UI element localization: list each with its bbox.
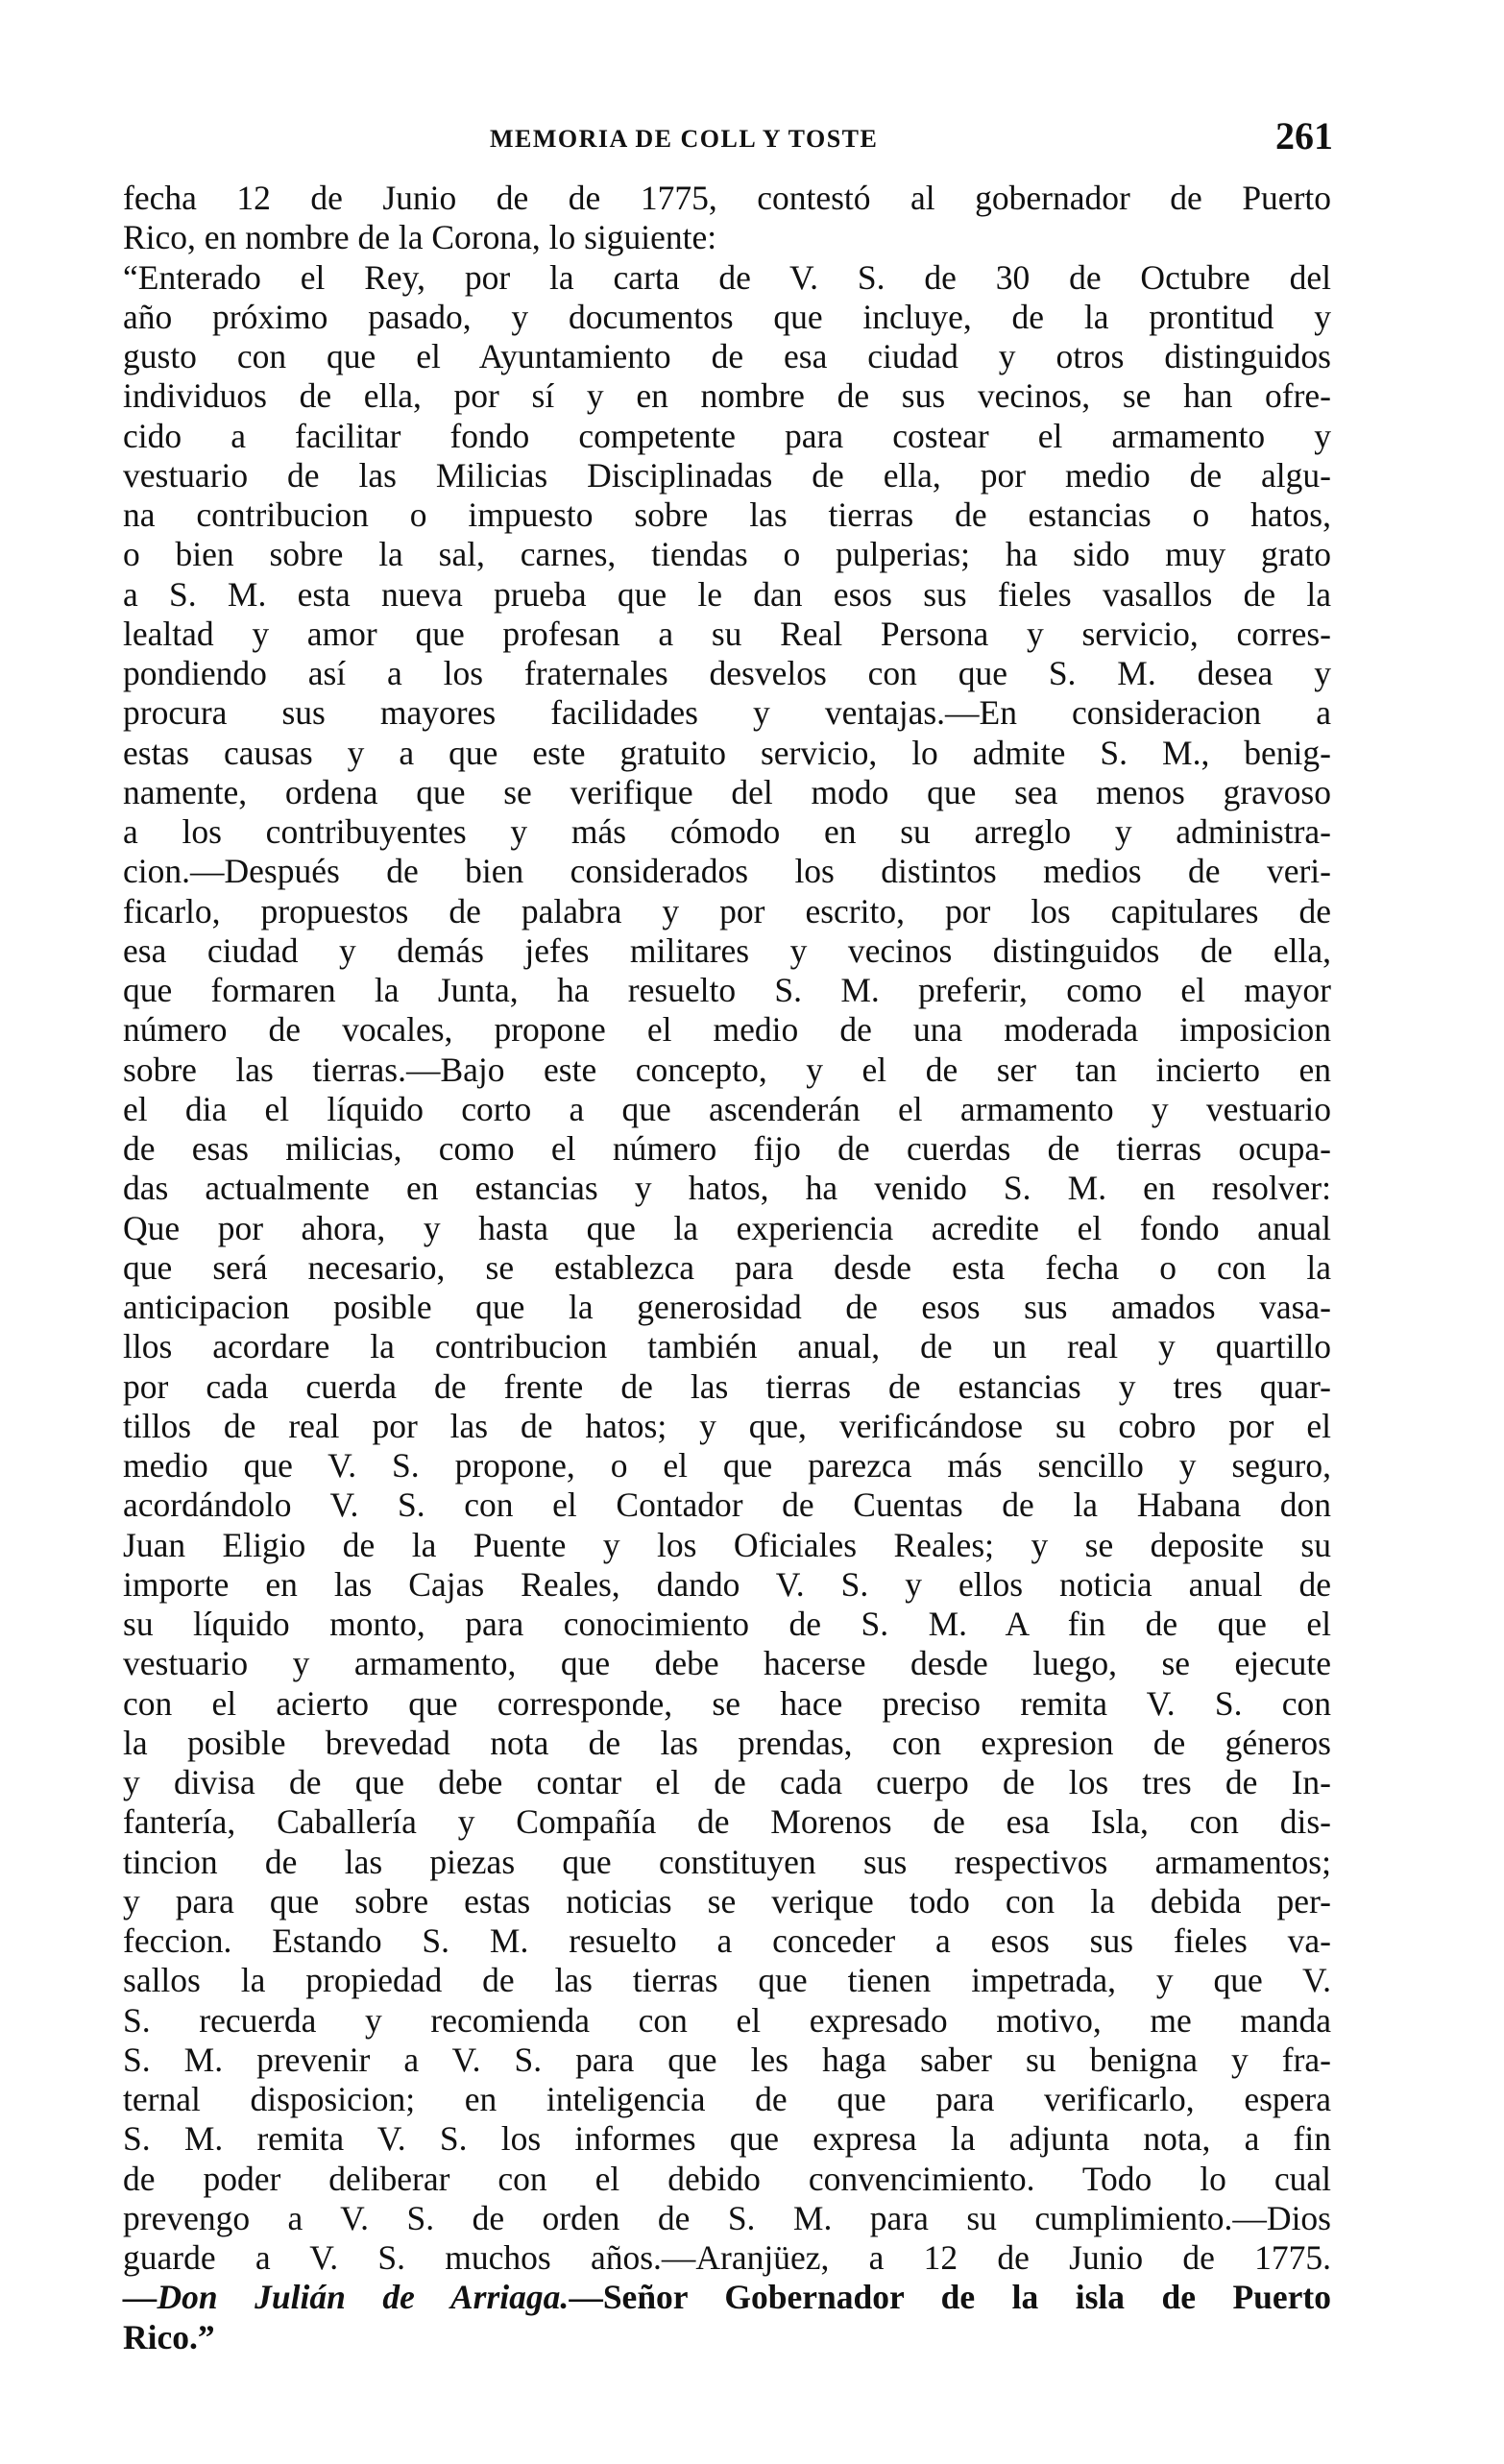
- closing-address: —Señor Gobernador de la isla de Puerto: [569, 2278, 1331, 2317]
- text-line: de poder deliberar con el debido convencimiento. Todo lo cual: [123, 2159, 1331, 2198]
- text-line: Rico, en nombre de la Corona, lo siguiente:: [123, 218, 717, 257]
- text-line: lealtad y amor que profesan a su Real Persona y servicio, corres-: [123, 614, 1331, 653]
- text-line: a los contribuyentes y más cómodo en su arreglo y administra-: [123, 812, 1331, 851]
- text-line: su líquido monto, para conocimiento de S. M. A fin de que el: [123, 1605, 1331, 1643]
- text-line: S. M. prevenir a V. S. para que les haga saber su benigna y fra-: [123, 2040, 1331, 2079]
- text-line: tillos de real por las de hatos; y que, verificándose su cobro por el: [123, 1406, 1331, 1445]
- text-line: con el acierto que corresponde, se hace preciso remita V. S. con: [123, 1683, 1331, 1723]
- final-line: Rico.”: [123, 2317, 215, 2356]
- text-line: prevengo a V. S. de orden de S. M. para su cumplimiento.—Dios: [123, 2198, 1331, 2237]
- text-line: vestuario de las Milicias Disciplinadas de ella, por medio de algu-: [123, 455, 1331, 495]
- running-title: MEMORIA DE COLL Y TOSTE: [490, 125, 879, 153]
- body-text: [123, 179, 1331, 2357]
- signature-line: [123, 2278, 1331, 2317]
- text-line: cion.—Después de bien considerados los distintos medios de veri-: [123, 852, 1331, 891]
- page-number: 261: [1275, 114, 1333, 157]
- text-line: número de vocales, propone el medio de una moderada imposicion: [123, 1010, 1331, 1050]
- text-line: por cada cuerda de frente de las tierras de estancias y tres quar-: [123, 1366, 1331, 1406]
- text-line: estas causas y a que este gratuito servicio, lo admite S. M., benig-: [123, 733, 1331, 772]
- text-line: na contribucion o impuesto sobre las tierras de estancias o hatos,: [123, 495, 1331, 534]
- text-line: de esas milicias, como el número fijo de cuerdas de tierras ocupa-: [123, 1129, 1331, 1168]
- text-line: S. recuerda y recomienda con el expresado motivo, me manda: [123, 2000, 1331, 2040]
- text-line: pondiendo así a los fraternales desvelos con que S. M. desea y: [123, 654, 1331, 692]
- text-line: Que por ahora, y hasta que la experiencia acredite el fondo anual: [123, 1208, 1331, 1247]
- text-line: año próximo pasado, y documentos que incluye, de la prontitud y: [123, 297, 1331, 336]
- text-line: feccion. Estando S. M. resuelto a conceder a esos sus fieles va-: [123, 1921, 1331, 1960]
- text-line: acordándolo V. S. con el Contador de Cuentas de la Habana don: [123, 1486, 1331, 1525]
- text-line: das actualmente en estancias y hatos, ha venido S. M. en resolver:: [123, 1169, 1331, 1208]
- text-line: vestuario y armamento, que debe hacerse desde luego, se ejecute: [123, 1644, 1331, 1683]
- text-line: “Enterado el Rey, por la carta de V. S. de 30 de Octubre del: [123, 257, 1331, 297]
- text-line: y para que sobre estas noticias se verique todo con la debida per-: [123, 1881, 1331, 1920]
- text-line: que formaren la Junta, ha resuelto S. M. preferir, como el mayor: [123, 971, 1331, 1009]
- text-line: guarde a V. S. muchos años.—Aranjüez, a 12 de Junio de 1775.: [123, 2238, 1331, 2277]
- signature: —Don Julián de Arriaga.: [123, 2278, 570, 2317]
- text-line: a S. M. esta nueva prueba que le dan esos sus fieles vasallos de la: [123, 574, 1331, 614]
- text-line: ternal disposicion; en inteligencia de que para verificarlo, espera: [123, 2080, 1331, 2118]
- text-line: llos acordare la contribucion también anual, de un real y quartillo: [123, 1327, 1331, 1366]
- text-line: S. M. remita V. S. los informes que expresa la adjunta nota, a fin: [123, 2119, 1331, 2159]
- text-line: individuos de ella, por sí y en nombre de sus vecinos, se han ofre-: [123, 376, 1331, 416]
- text-line: esa ciudad y demás jefes militares y vecinos distinguidos de ella,: [123, 930, 1331, 970]
- text-line: o bien sobre la sal, carnes, tiendas o pulperias; ha sido muy grato: [123, 535, 1331, 574]
- text-line: la posible brevedad nota de las prendas, con expresion de géneros: [123, 1723, 1331, 1762]
- text-line: namente, ordena que se verifique del modo que sea menos gravoso: [123, 772, 1331, 811]
- document-page: [123, 113, 1331, 2357]
- text-line: ficarlo, propuestos de palabra y por escrito, por los capitulares de: [123, 891, 1331, 930]
- text-line: fecha 12 de Junio de de 1775, contestó al gobernador de Puerto: [123, 179, 1331, 217]
- text-line: procura sus mayores facilidades y ventajas.—En consideracion a: [123, 693, 1331, 733]
- text-line: tincion de las piezas que constituyen sus respectivos armamentos;: [123, 1842, 1331, 1881]
- text-line: gusto con que el Ayuntamiento de esa ciudad y otros distinguidos: [123, 337, 1331, 375]
- text-line: sallos la propiedad de las tierras que tienen impetrada, y que V.: [123, 1961, 1331, 2000]
- text-line: sobre las tierras.—Bajo este concepto, y el de ser tan incierto en: [123, 1050, 1331, 1089]
- text-line: cido a facilitar fondo competente para costear el armamento y: [123, 416, 1331, 455]
- text-line: Juan Eligio de la Puente y los Oficiales Reales; y se deposite su: [123, 1525, 1331, 1564]
- text-line: el dia el líquido corto a que ascenderán el armamento y vestuario: [123, 1089, 1331, 1128]
- text-line: y divisa de que debe contar el de cada cuerpo de los tres de In-: [123, 1763, 1331, 1801]
- running-header: [123, 113, 1331, 161]
- text-line: que será necesario, se establezca para desde esta fecha o con la: [123, 1247, 1331, 1287]
- text-line: anticipacion posible que la generosidad de esos sus amados vasa-: [123, 1288, 1331, 1326]
- text-line: importe en las Cajas Reales, dando V. S. y ellos noticia anual de: [123, 1564, 1331, 1604]
- text-line: fantería, Caballería y Compañía de Morenos de esa Isla, con dis-: [123, 1802, 1331, 1842]
- text-line: medio que V. S. propone, o el que parezca más sencillo y seguro,: [123, 1446, 1331, 1485]
